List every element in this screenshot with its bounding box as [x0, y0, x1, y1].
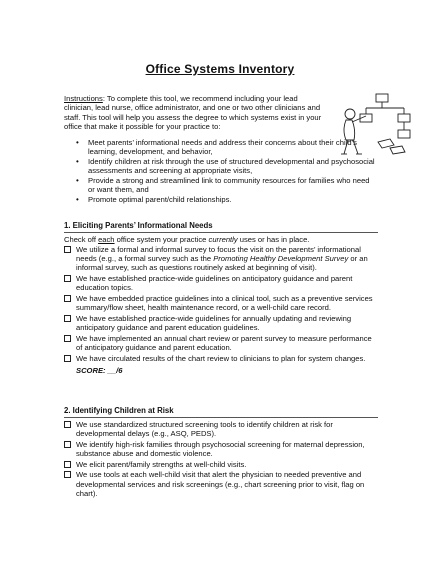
checklist-item [64, 354, 378, 363]
intro-text: office system your practice [114, 234, 209, 244]
intro-text: uses or has in place. [237, 234, 310, 244]
checkbox-icon[interactable] [64, 275, 71, 282]
checkbox-icon[interactable] [64, 335, 71, 342]
list-item: • Provide a strong and streamlined link to community resources for families who need or want them, and [76, 176, 376, 195]
checkbox-icon[interactable] [64, 471, 71, 478]
checklist-item [64, 440, 378, 459]
section-identifying-risk [64, 406, 378, 500]
section-title: 2. Identifying Children at Risk [64, 406, 378, 418]
checklist-item [64, 460, 378, 469]
list-item: • Meet parents’ informational needs and address their concerns about their child’s learning, development, and behavior, [76, 138, 376, 157]
checklist-item [64, 334, 378, 353]
page-title: Office Systems Inventory [145, 62, 295, 76]
item-text: We have embedded practice guidelines into a clinical tool, such as a preventive services summary/flow sheet, health maintenance record, or a well-child care record. [76, 294, 373, 313]
item-text: We identify high-risk families through psychosocial screening for maternal depression, substance abuse and domestic violence. [76, 439, 365, 458]
intro-text: Check off [64, 234, 99, 244]
item-text: We use standardized structured screening tools to identify children at risk for developmental delays (e.g., ASQ, PEDS). [76, 419, 333, 438]
section-title: 1. Eliciting Parents’ Informational Needs [64, 221, 378, 233]
item-text: We have established practice-wide guidelines for annually updating and reviewing anticipatory guidance and parent education guidelines. [76, 314, 352, 333]
checklist-item [64, 470, 378, 498]
list-item: • Promote optimal parent/child relationships. [76, 195, 376, 204]
intro-emphasis: each [98, 234, 115, 244]
section-intro [64, 235, 378, 244]
instructions-label: Instructions [64, 94, 103, 103]
checklist [64, 420, 378, 499]
checkbox-icon[interactable] [64, 295, 71, 302]
checklist [64, 245, 378, 364]
item-text: or an informal survey, such as questions routinely asked at beginning of visit). [76, 254, 368, 273]
checkbox-icon[interactable] [64, 355, 71, 362]
intro-emphasis: currently [208, 234, 238, 244]
item-text: We have implemented an annual chart review or parent survey to measure performance of anticipatory guidance and parent education. [76, 334, 372, 353]
checklist-item [64, 420, 378, 439]
checklist-item [64, 245, 378, 273]
checkbox-icon[interactable] [64, 315, 71, 322]
checkbox-icon[interactable] [64, 441, 71, 448]
list-item: • Identify children at risk through the use of structured developmental and psychosocial assessments and screening at appropriate visits, [76, 157, 376, 176]
item-text: We use tools at each well-child visit that alert the physician to needed preventive and developmental services and risk screenings (e.g., chart screening prior to visit, flag on chart). [76, 470, 365, 498]
checkbox-icon[interactable] [64, 461, 71, 468]
checklist-item [64, 274, 378, 293]
instructions-text: : To complete this tool, we recommend including your lead clinician, lead nurse, office administrator, and one or two other clinicians and staff. This tool will help you assess the degree to which systems exist in your office that make it possible for your practice to: [64, 94, 322, 131]
goals-list [76, 138, 376, 205]
checklist-item [64, 314, 378, 333]
item-text: We have established practice-wide guidelines on anticipatory guidance and parent education topics. [76, 274, 353, 293]
instructions-paragraph [64, 94, 324, 131]
item-italic: Promoting Healthy Development Survey [213, 254, 349, 263]
section-score: SCORE: __/6 [76, 366, 123, 376]
item-text: We have circulated results of the chart review to clinicians to plan for system changes. [76, 354, 366, 363]
section-eliciting-needs [64, 221, 378, 376]
checkbox-icon[interactable] [64, 246, 71, 253]
item-text: We utilize a formal and informal survey to focus the visit on the parents’ informational needs (e.g., a formal survey such as the [76, 244, 361, 263]
checklist-item [64, 294, 378, 313]
item-text: We elicit parent/family strengths at well-child visits. [76, 459, 247, 469]
checkbox-icon[interactable] [64, 421, 71, 428]
